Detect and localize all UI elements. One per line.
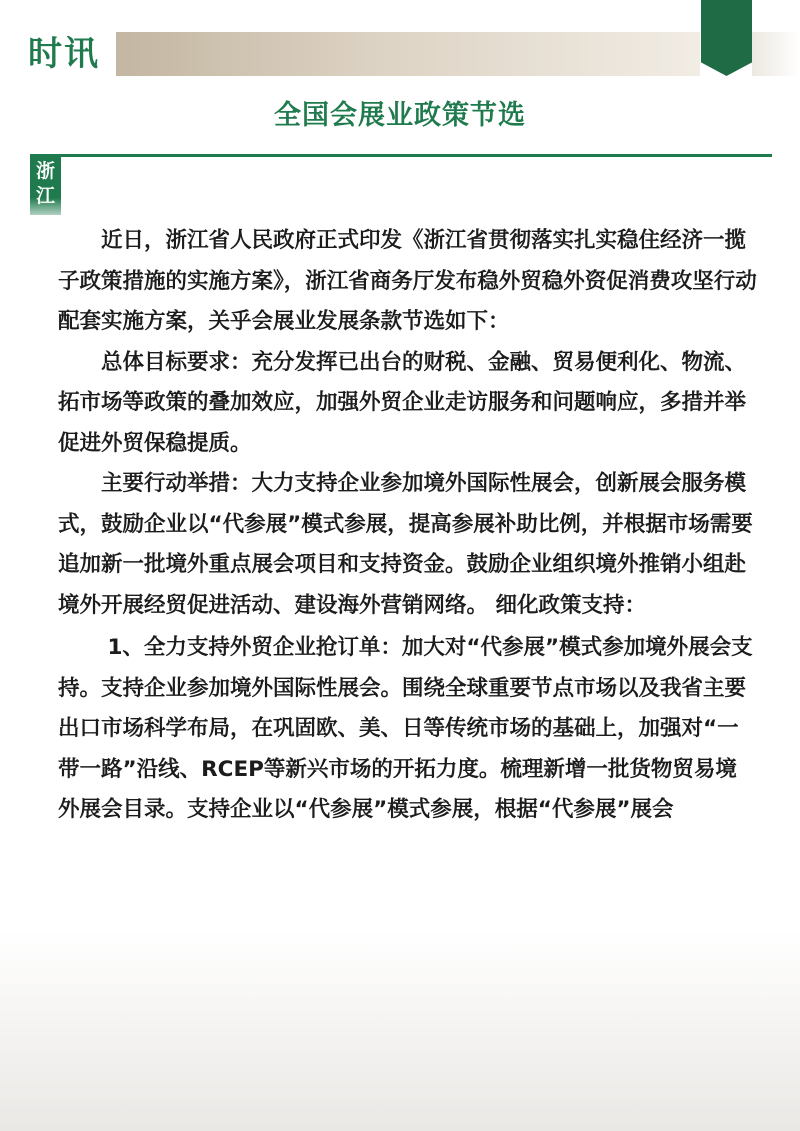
- article-title: 全国会展业政策节选: [274, 100, 526, 131]
- paragraph: 总体目标要求：充分发挥已出台的财税、金融、贸易便利化、物流、拓市场等政策的叠加效应，加强外贸企业走访服务和问题响应，多措并举促进外贸保稳提质。: [58, 349, 747, 456]
- article-body: [58, 221, 758, 831]
- region-tag-char: 江: [35, 185, 55, 207]
- header-band-tail: [752, 32, 800, 76]
- region-tag: [30, 157, 61, 215]
- paragraph-list-item: 1、全力支持外贸企业抢订单：加大对“代参展”模式参加境外展会支持。支持企业参加境外国际性展会。围绕全球重要节点市场以及我省主要出口市场科学布局，在巩固欧、美、日等传统市场的基础上，加强对“一带一路”沿线、RCEP等新兴市场的开拓力度。梳理新增一批货物贸易境外展会目录。支持企业以“代参展”模式参展，根据“代参展”展会: [58, 635, 753, 822]
- background-fade: [0, 931, 800, 1131]
- paragraph: 主要行动举措：大力支持企业参加境外国际性展会，创新展会服务模式，鼓励企业以“代参展”模式参展，提高参展补助比例，并根据市场需要追加新一批境外重点展会项目和支持资金。鼓励企业组织境外推销小组赴境外开展经贸促进活动、建设海外营销网络。 细化政策支持：: [58, 471, 753, 618]
- header-band: [116, 32, 700, 76]
- bookmark-ribbon: [701, 0, 752, 76]
- paragraph: 近日，浙江省人民政府正式印发《浙江省贯彻落实扎实稳住经济一揽子政策措施的实施方案》，浙江省商务厅发布稳外贸稳外资促消费攻坚行动配套实施方案，关乎会展业发展条款节选如下：: [58, 228, 757, 334]
- region-tag-char: 浙: [35, 160, 55, 182]
- section-label: 时讯: [28, 34, 100, 74]
- title-divider: [30, 154, 772, 157]
